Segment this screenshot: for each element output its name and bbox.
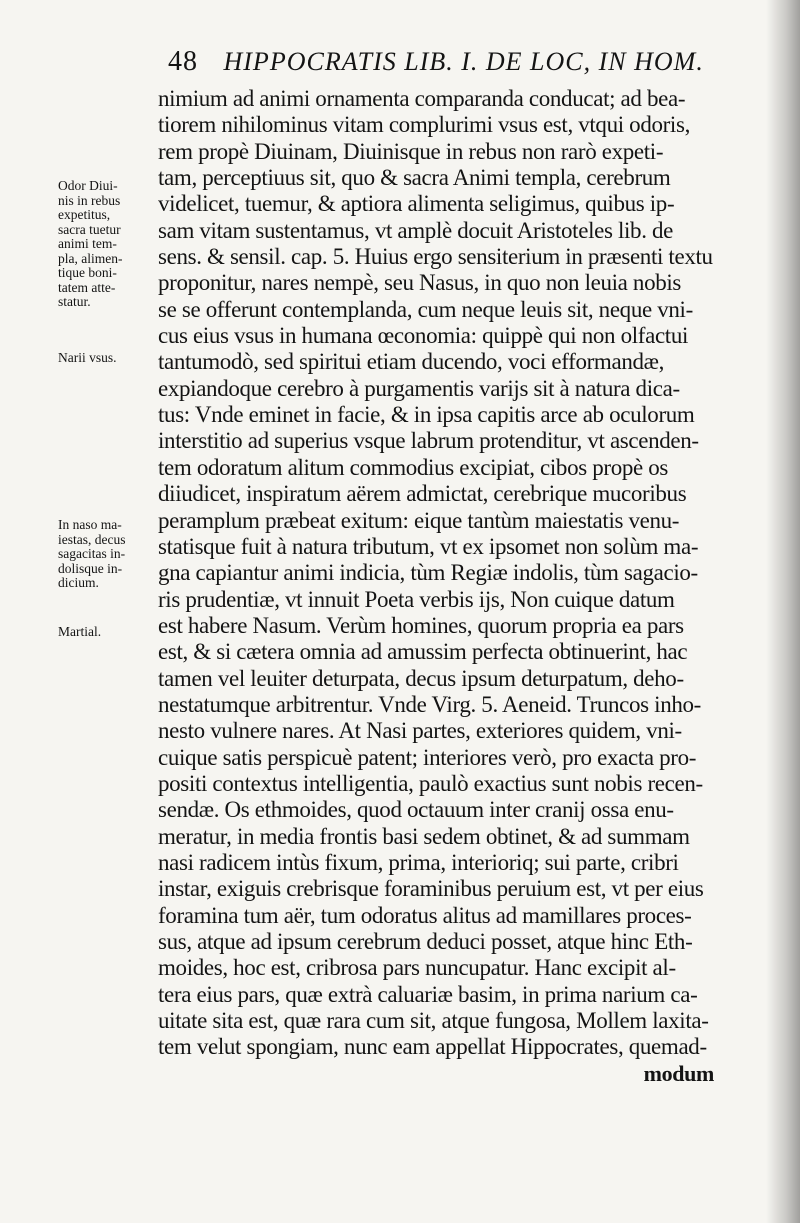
text-line: tem odoratum alitum commodius excipiat, cibos propè os	[158, 454, 668, 480]
text-line: cuique satis perspicuè patent; interiores verò, pro exacta pro-	[158, 744, 697, 770]
page-number: 48	[168, 46, 198, 77]
text-line: nesto vulnere nares. At Nasi partes, exteriores quidem, vni-	[158, 718, 682, 744]
margin-line: In naso ma-	[58, 517, 122, 532]
margin-line: pla, alimen-	[58, 250, 123, 266]
margin-line: animi tem-	[58, 236, 117, 251]
margin-line: Narii vsus.	[58, 350, 117, 365]
margin-line: sagacitas in-	[58, 546, 126, 561]
margin-note-martial	[58, 625, 156, 640]
text-line: proponitur, nares nempè, seu Nasus, in quo non leuia nobis	[158, 270, 682, 296]
running-title: HIPPOCRATIS LIB. I. DE LOC, IN HOM.	[223, 47, 704, 76]
margin-line: dolisque in-	[58, 560, 123, 576]
text-line: diiudicet, inspiratum aërem admictat, cerebrique mucoribus	[158, 481, 687, 507]
margin-line: iestas, decus	[58, 531, 126, 547]
text-line: nasi radicem intùs fixum, prima, interioriq; sui parte, cribri	[158, 849, 679, 875]
page-edge-shadow	[766, 0, 800, 1223]
text-line: nimium ad animi ornamenta comparanda conducat; ad bea-	[158, 86, 686, 111]
text-line: ris prudentiæ, vt innuit Poeta verbis ijs, Non cuique datum	[158, 586, 675, 612]
margin-line: nis in rebus	[58, 192, 121, 208]
text-line: uitate sita est, quæ rara cum sit, atque fungosa, Mollem laxita-	[158, 1008, 709, 1034]
text-line: moides, hoc est, cribrosa pars nuncupatur. Hanc excipit al-	[158, 955, 676, 981]
text-line: instar, exiguis crebrisque foraminibus peruium est, vt per eius	[158, 876, 704, 902]
margin-line: sacra tuetur	[58, 221, 121, 237]
text-line: expiandoque cerebro à purgamentis varijs sit à natura dica-	[158, 375, 680, 401]
margin-line: Martial.	[58, 624, 102, 639]
text-line: statisque fuit à natura tributum, vt ex ipsomet non solùm ma-	[158, 533, 699, 559]
text-line: est habere Nasum. Verùm homines, quorum propria ea pars	[158, 612, 684, 638]
text-line: tera eius pars, quæ extrà caluariæ basim, in prima narium ca-	[158, 981, 698, 1007]
margin-note-naso	[58, 518, 156, 591]
margin-note-odor	[58, 179, 156, 310]
text-line: cus eius vsus in humana œconomia: quippè qui non olfactui	[158, 323, 689, 349]
text-line: sam vitam sustentamus, vt amplè docuit Aristoteles lib. de	[158, 217, 674, 243]
text-line: meratur, in media frontis basi sedem obtinet, & ad summam	[158, 823, 690, 849]
margin-line: tatem atte-	[58, 279, 116, 295]
text-line: rem propè Diuinam, Diuinisque in rebus non rarò expeti-	[158, 138, 664, 164]
text-line: foramina tum aër, tum odoratus alitus ad mamillares proces-	[158, 902, 692, 928]
text-line: tantumodò, sed spiritui etiam ducendo, voci efformandæ,	[158, 349, 665, 375]
text-line: tamen vel leuiter deturpata, decus ipsum deturpatum, deho-	[158, 665, 684, 691]
text-line: sus, atque ad ipsum cerebrum deduci posset, atque hinc Eth-	[158, 929, 693, 954]
text-line: tus: Vnde eminet in facie, & in ipsa capitis arce ab oculorum	[158, 402, 695, 428]
text-line: peramplum præbeat exitum: eique tantùm maiestatis venu-	[158, 507, 680, 533]
margin-line: dicium.	[58, 575, 99, 590]
text-line: tam, perceptiuus sit, quo & sacra Animi templa, cerebrum	[158, 165, 671, 191]
text-line: interstitio ad superius vsque labrum protenditur, vt ascenden-	[158, 428, 699, 454]
text-line: tiorem nihilominus vitam complurimi vsus est, vtqui odoris,	[158, 112, 690, 138]
text-line: sendæ. Os ethmoides, quod octauum inter cranij ossa enu-	[158, 797, 674, 823]
margin-line: Odor Diui-	[58, 178, 118, 193]
text-line: videlicet, tuemur, & aptiora alimenta seligimus, quibus ip-	[158, 191, 675, 217]
text-line: positi contextus intelligentia, paulò exactius sunt nobis recen-	[158, 770, 703, 796]
running-header	[168, 46, 728, 82]
margin-note-narium	[58, 351, 156, 366]
text-line: tem velut spongiam, nunc eam appellat Hippocrates, quemad-	[158, 1034, 707, 1060]
text-line: sens. & sensil. cap. 5. Huius ergo sensiterium in præsenti textu	[158, 244, 713, 270]
text-line: se se offerunt contemplanda, cum neque leuis sit, neque vni-	[158, 296, 693, 322]
margin-line: expetitus,	[58, 207, 111, 222]
catchword: modum	[643, 1060, 714, 1086]
margin-line: tique boni-	[58, 265, 117, 280]
text-line: nestatumque arbitrentur. Vnde Virg. 5. Aeneid. Truncos inho-	[158, 691, 701, 717]
text-line: gna capiantur animi indicia, tùm Regiæ indolis, tùm sagacio-	[158, 560, 698, 586]
main-text-block	[158, 86, 748, 1087]
text-line: est, & si cætera omnia ad amussim perfecta obtinuerint, hac	[158, 639, 688, 665]
margin-line: statur.	[58, 294, 91, 309]
